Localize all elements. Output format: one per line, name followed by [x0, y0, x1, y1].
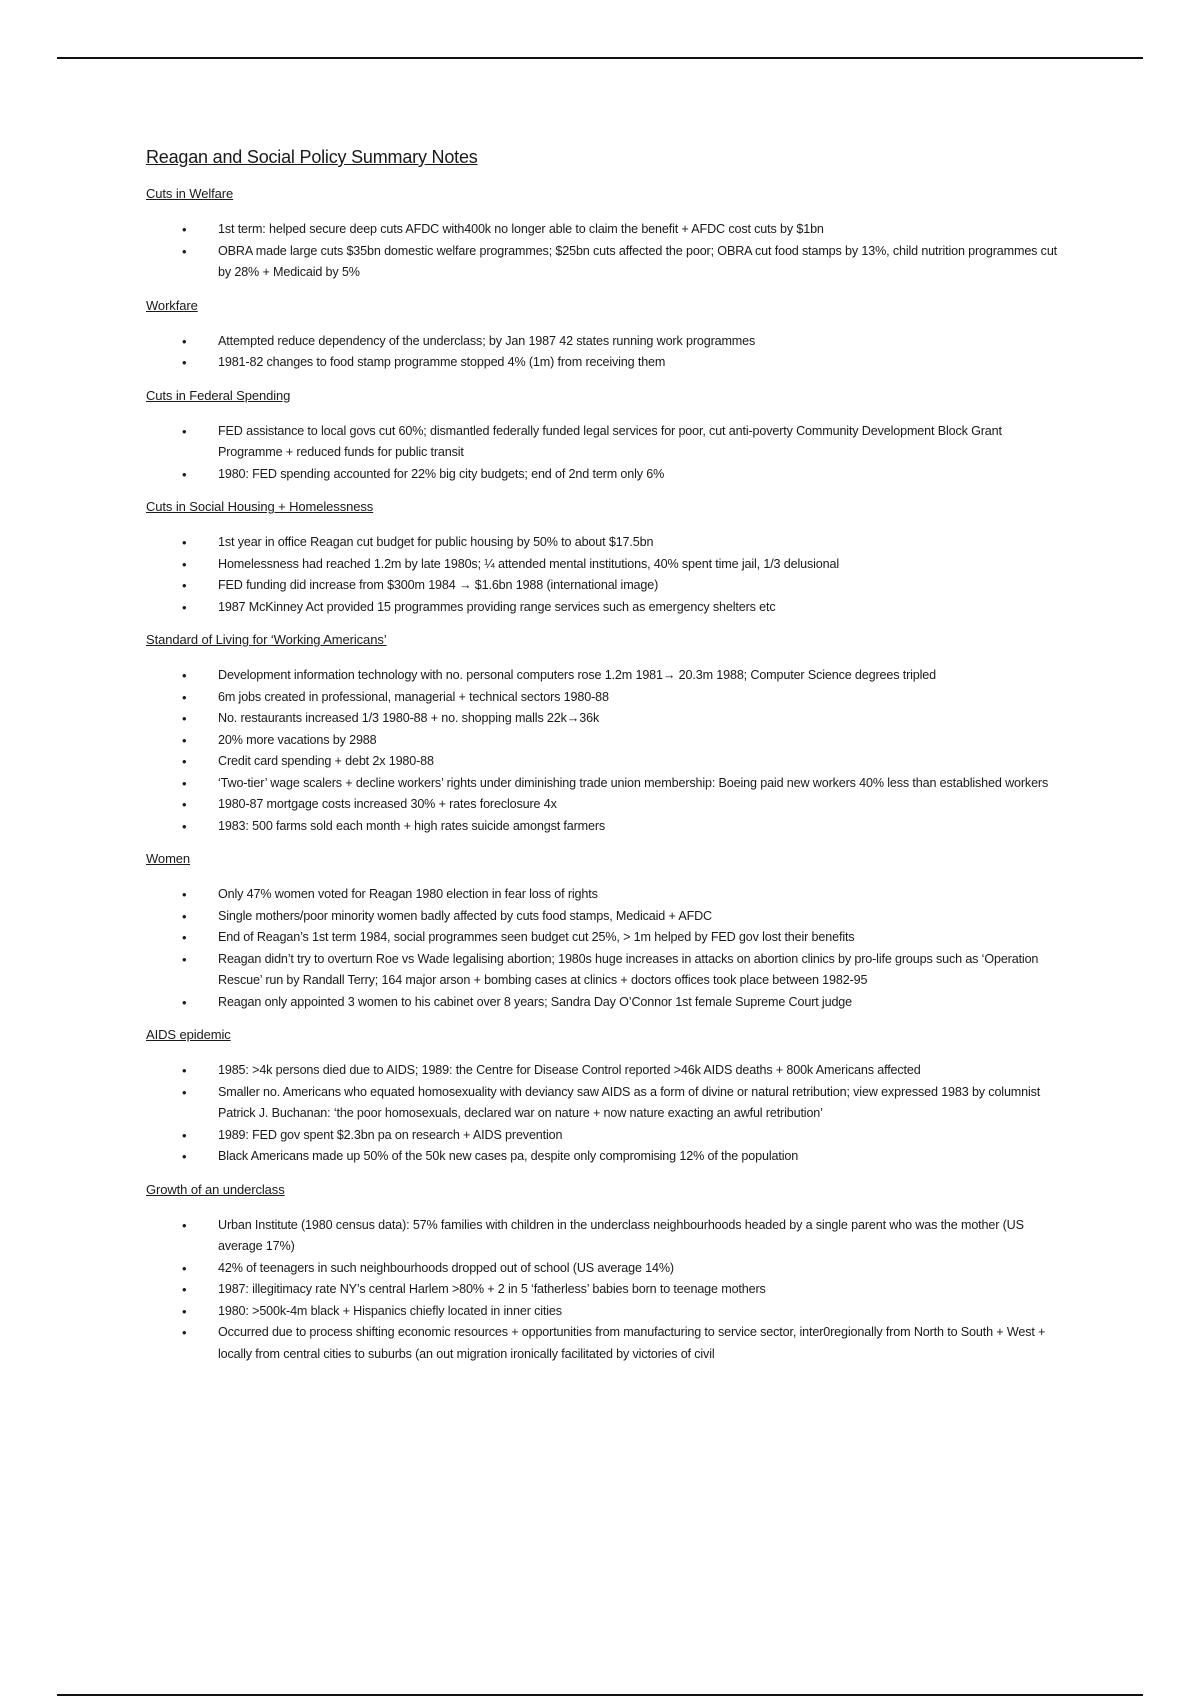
section-heading: Growth of an underclass — [146, 1181, 285, 1197]
section-social-housing-homelessness — [146, 499, 1066, 618]
list-item: • Occurred due to process shifting economic resources + opportunities from manufacturing to service sector, inter0regionally from North to South + West + locally from central cities to suburbs (an out migration ironically facilitated by victories of civil — [146, 1322, 1066, 1365]
bullet-list — [146, 884, 1066, 1013]
page-bottom-rule — [57, 1694, 1143, 1696]
list-item: • Attempted reduce dependency of the underclass; by Jan 1987 42 states running work programmes — [146, 331, 1066, 353]
list-item: • OBRA made large cuts $35bn domestic welfare programmes; $25bn cuts affected the poor; OBRA cut food stamps by 13%, child nutrition programmes cut by 28% + Medicaid by 5% — [146, 241, 1066, 284]
list-item: • ‘Two-tier’ wage scalers + decline workers’ rights under diminishing trade union membership: Boeing paid new workers 40% less than established workers — [146, 773, 1066, 795]
list-item: • 1985: >4k persons died due to AIDS; 1989: the Centre for Disease Control reported >46k AIDS deaths + 800k Americans affected — [146, 1060, 1066, 1082]
list-item: • FED assistance to local govs cut 60%; dismantled federally funded legal services for poor, cut anti-poverty Community Development Block Grant Programme + reduced funds for public transit — [146, 421, 1066, 464]
list-item: • Smaller no. Americans who equated homosexuality with deviancy saw AIDS as a form of divine or natural retribution; view expressed 1983 by columnist Patrick J. Buchanan: ‘the poor homosexuals, declared war on nature + now nature exacting an awful retribution’ — [146, 1082, 1066, 1125]
section-heading: Women — [146, 851, 191, 866]
list-item: • 1st term: helped secure deep cuts AFDC with400k no longer able to claim the benefit + AFDC cost cuts by $1bn — [146, 219, 1066, 241]
list-item: • 1980-87 mortgage costs increased 30% + rates foreclosure 4x — [146, 794, 1066, 816]
list-item: • 1980: FED spending accounted for 22% big city budgets; end of 2nd term only 6% — [146, 464, 1066, 486]
list-item: • No. restaurants increased 1/3 1980-88 + no. shopping malls 22k→36k — [146, 708, 1066, 730]
list-item: • Reagan didn’t try to overturn Roe vs Wade legalising abortion; 1980s huge increases in attacks on abortion clinics by pro-life groups such as ‘Operation Rescue’ run by Randall Terry; 164 major arson + bombing cases at clinics + doctors offices took place between 1982-95 — [146, 949, 1066, 992]
list-item: • Development information technology with no. personal computers rose 1.2m 1981→ 20.3m 1988; Computer Science degrees tripled — [146, 665, 1066, 687]
list-item: • 1st year in office Reagan cut budget for public housing by 50% to about $17.5bn — [146, 532, 1066, 554]
bullet-list — [146, 331, 1066, 374]
list-item: • 20% more vacations by 2988 — [146, 730, 1066, 752]
section-workfare — [146, 298, 1066, 374]
page-top-rule — [57, 57, 1143, 59]
document-body — [146, 146, 1066, 1379]
section-standard-of-living — [146, 632, 1066, 837]
section-heading: AIDS epidemic — [146, 1027, 231, 1042]
list-item: • 1980: >500k-4m black + Hispanics chiefly located in inner cities — [146, 1301, 1066, 1323]
page-title: Reagan and Social Policy Summary Notes — [146, 147, 478, 167]
list-item: • Credit card spending + debt 2x 1980-88 — [146, 751, 1066, 773]
list-item: • 1989: FED gov spent $2.3bn pa on research + AIDS prevention — [146, 1125, 1066, 1147]
list-item: • Black Americans made up 50% of the 50k new cases pa, despite only compromising 12% of the population — [146, 1146, 1066, 1168]
bullet-list — [146, 665, 1066, 837]
list-item: • 1981-82 changes to food stamp programme stopped 4% (1m) from receiving them — [146, 352, 1066, 374]
list-item: • Homelessness had reached 1.2m by late 1980s; ¼ attended mental institutions, 40% spent time jail, 1/3 delusional — [146, 554, 1066, 576]
list-item: • 1983: 500 farms sold each month + high rates suicide amongst farmers — [146, 816, 1066, 838]
bullet-list — [146, 532, 1066, 618]
bullet-list — [146, 1060, 1066, 1168]
bullet-list — [146, 1215, 1066, 1366]
section-aids-epidemic — [146, 1027, 1066, 1168]
section-growth-of-underclass — [146, 1182, 1066, 1366]
list-item: • Urban Institute (1980 census data): 57% families with children in the underclass neighbourhoods headed by a single parent who was the mother (US average 17%) — [146, 1215, 1066, 1258]
list-item: • 1987 McKinney Act provided 15 programmes providing range services such as emergency shelters etc — [146, 597, 1066, 619]
list-item: • 6m jobs created in professional, managerial + technical sectors 1980-88 — [146, 687, 1066, 709]
list-item: • End of Reagan’s 1st term 1984, social programmes seen budget cut 25%, > 1m helped by FED gov lost their benefits — [146, 927, 1066, 949]
list-item: • 1987: illegitimacy rate NY’s central Harlem >80% + 2 in 5 ‘fatherless’ babies born to teenage mothers — [146, 1279, 1066, 1301]
list-item: • 42% of teenagers in such neighbourhoods dropped out of school (US average 14%) — [146, 1258, 1066, 1280]
list-item: • Reagan only appointed 3 women to his cabinet over 8 years; Sandra Day O’Connor 1st female Supreme Court judge — [146, 992, 1066, 1014]
section-heading: Cuts in Social Housing + Homelessness — [146, 499, 374, 514]
section-heading: Standard of Living for ‘Working Americans’ — [146, 632, 387, 647]
section-cuts-in-federal-spending — [146, 388, 1066, 486]
section-cuts-in-welfare — [146, 186, 1066, 284]
list-item: • Only 47% women voted for Reagan 1980 election in fear loss of rights — [146, 884, 1066, 906]
list-item: • Single mothers/poor minority women badly affected by cuts food stamps, Medicaid + AFDC — [146, 906, 1066, 928]
section-women — [146, 851, 1066, 1013]
bullet-list — [146, 421, 1066, 486]
list-item: • FED funding did increase from $300m 1984 → $1.6bn 1988 (international image) — [146, 575, 1066, 597]
section-heading: Cuts in Federal Spending — [146, 387, 291, 403]
section-heading: Workfare — [146, 297, 198, 313]
section-heading: Cuts in Welfare — [146, 186, 234, 201]
bullet-list — [146, 219, 1066, 284]
